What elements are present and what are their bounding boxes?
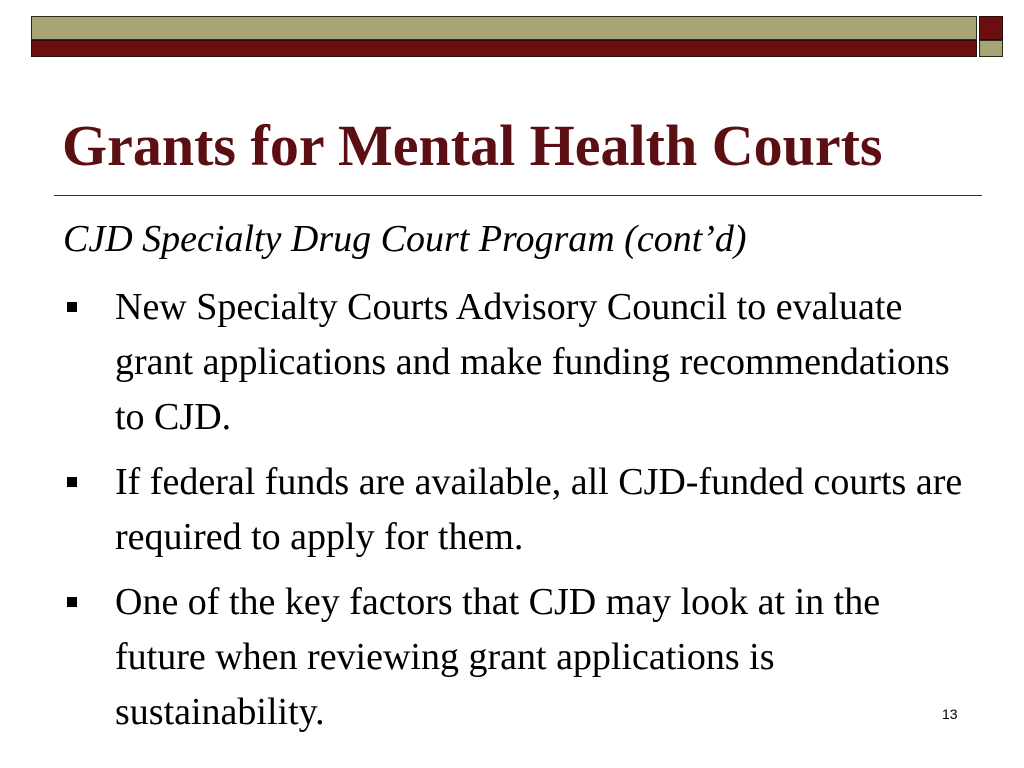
banner-maroon-bar xyxy=(31,40,977,57)
square-bullet-icon xyxy=(67,302,77,312)
title-divider xyxy=(54,195,982,196)
bullet-list xyxy=(63,280,963,750)
bullet-text: New Specialty Courts Advisory Council to evaluate grant applications and make funding recommendations to CJD. xyxy=(115,286,950,438)
square-bullet-icon xyxy=(67,597,77,607)
banner-olive-square xyxy=(979,40,1003,57)
page-number: 13 xyxy=(942,706,958,722)
bullet-item xyxy=(63,455,963,565)
bullet-text: If federal funds are available, all CJD-funded courts are required to apply for them. xyxy=(115,461,963,558)
bullet-text: One of the key factors that CJD may look at in the future when reviewing grant applications is sustainability. xyxy=(115,581,881,733)
slide-title: Grants for Mental Health Courts xyxy=(62,113,883,178)
bullet-item xyxy=(63,575,963,740)
banner-maroon-square xyxy=(979,16,1003,40)
banner-olive-bar xyxy=(31,16,977,40)
slide-subtitle: CJD Specialty Drug Court Program (cont’d) xyxy=(63,218,747,260)
square-bullet-icon xyxy=(67,477,77,487)
bullet-item xyxy=(63,280,963,445)
